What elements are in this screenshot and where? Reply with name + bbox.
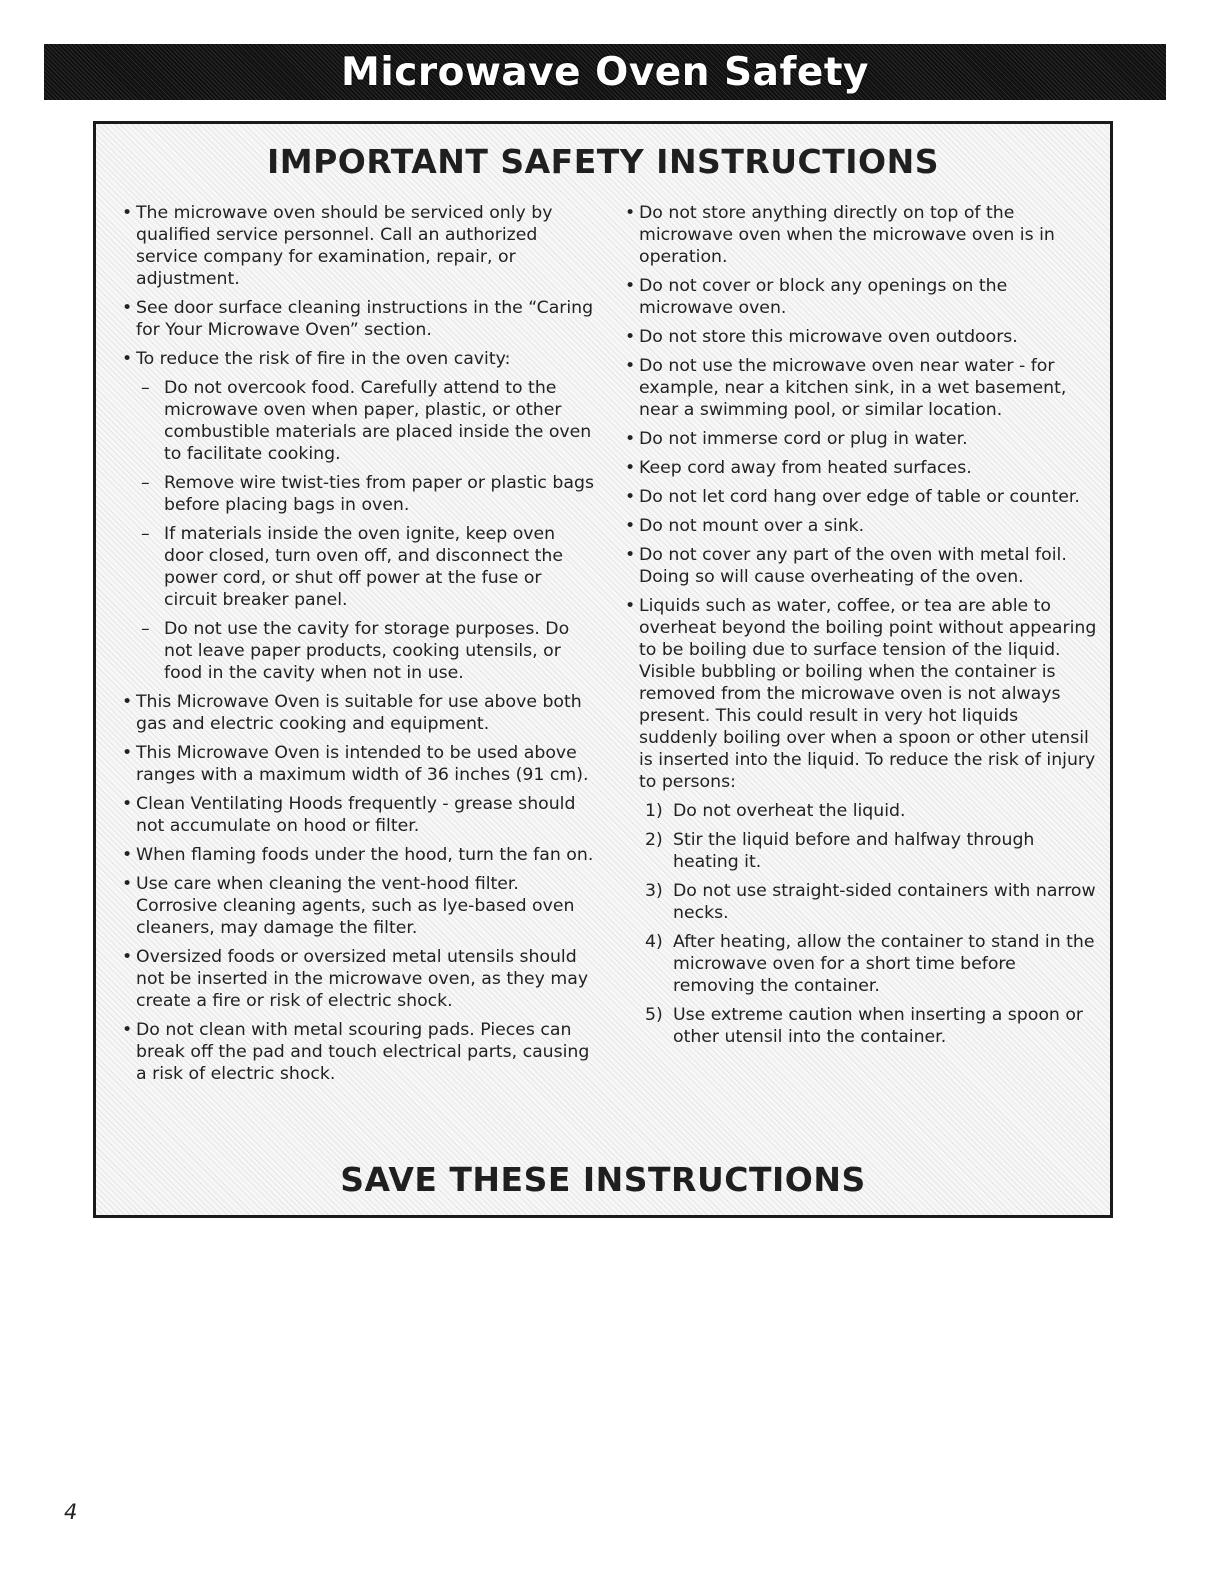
- sub-item-text: Remove wire twist-ties from paper or plastic bags before placing bags in oven.: [164, 473, 594, 515]
- dash-marker: –: [141, 619, 150, 639]
- sub-list-item: [116, 377, 598, 465]
- list-item: • Do not use the microwave oven near water - for example, near a kitchen sink, in a wet basement, near a swimming pool, or similar location.: [619, 355, 1099, 421]
- dash-marker: –: [141, 473, 150, 493]
- numbered-item: [619, 800, 1099, 822]
- list-item: • Do not cover or block any openings on the microwave oven.: [619, 275, 1099, 319]
- numbered-item: [619, 1004, 1099, 1048]
- numbered-item: [619, 931, 1099, 997]
- list-item: • To reduce the risk of fire in the oven cavity:: [116, 348, 598, 370]
- numbered-item-text: Use extreme caution when inserting a spoon or other utensil into the container.: [673, 1005, 1084, 1047]
- sub-list-item: [116, 523, 598, 611]
- numbered-item-text: Do not use straight-sided containers with narrow necks.: [673, 881, 1096, 923]
- sub-list-item: [116, 618, 598, 684]
- list-item: • Do not cover any part of the oven with metal foil. Doing so will cause overheating of the oven.: [619, 544, 1099, 588]
- numbered-item-text: Stir the liquid before and halfway through heating it.: [673, 830, 1035, 872]
- list-item: • When flaming foods under the hood, turn the fan on.: [116, 844, 598, 866]
- list-item: • Liquids such as water, coffee, or tea are able to overheat beyond the boiling point without appearing to be boiling due to surface tension of the liquid. Visible bubbling or boiling when the container is removed from the microwave oven is not always present. This could result in very hot liquids suddenly boiling over when a spoon or other utensil is inserted into the liquid. To reduce the risk of injury to persons:: [619, 595, 1099, 793]
- list-item: • Do not let cord hang over edge of table or counter.: [619, 486, 1099, 508]
- list-item: • Do not store this microwave oven outdoors.: [619, 326, 1099, 348]
- list-item: • Use care when cleaning the vent-hood filter. Corrosive cleaning agents, such as lye-based oven cleaners, may damage the filter.: [116, 873, 598, 939]
- list-item: • This Microwave Oven is suitable for use above both gas and electric cooking and equipment.: [116, 691, 598, 735]
- numbered-item: [619, 880, 1099, 924]
- list-item: • Do not immerse cord or plug in water.: [619, 428, 1099, 450]
- right-column: [619, 202, 1099, 1055]
- dash-marker: –: [141, 524, 150, 544]
- number-marker: 1): [645, 801, 663, 821]
- sub-item-text: If materials inside the oven ignite, keep oven door closed, turn oven off, and disconnect the power cord, or shut off power at the fuse or circuit breaker panel.: [164, 524, 564, 610]
- number-marker: 4): [645, 932, 663, 952]
- sub-item-text: Do not overcook food. Carefully attend to the microwave oven when paper, plastic, or other combustible materials are placed inside the oven to facilitate cooking.: [164, 378, 592, 464]
- dash-marker: –: [141, 378, 150, 398]
- list-item: • This Microwave Oven is intended to be used above ranges with a maximum width of 36 inches (91 cm).: [116, 742, 598, 786]
- numbered-item-text: Do not overheat the liquid.: [673, 801, 906, 821]
- save-instructions-footer: SAVE THESE INSTRUCTIONS: [340, 1160, 866, 1199]
- safety-instructions-box: [93, 121, 1113, 1218]
- number-marker: 2): [645, 830, 663, 850]
- numbered-item-text: After heating, allow the container to stand in the microwave oven for a short time before removing the container.: [673, 932, 1095, 996]
- list-item: • See door surface cleaning instructions in the “Caring for Your Microwave Oven” section.: [116, 297, 598, 341]
- list-item: • Clean Ventilating Hoods frequently - grease should not accumulate on hood or filter.: [116, 793, 598, 837]
- list-item: • Keep cord away from heated surfaces.: [619, 457, 1099, 479]
- left-column: [116, 202, 598, 1092]
- safety-heading: IMPORTANT SAFETY INSTRUCTIONS: [266, 142, 939, 181]
- section-banner: [44, 44, 1166, 100]
- list-item: • Do not clean with metal scouring pads. Pieces can break off the pad and touch electrical parts, causing a risk of electric shock.: [116, 1019, 598, 1085]
- banner-title: Microwave Oven Safety: [341, 49, 869, 95]
- number-marker: 3): [645, 881, 663, 901]
- number-marker: 5): [645, 1005, 663, 1025]
- list-item: • Do not store anything directly on top of the microwave oven when the microwave oven is in operation.: [619, 202, 1099, 268]
- sub-list-item: [116, 472, 598, 516]
- list-item: • Do not mount over a sink.: [619, 515, 1099, 537]
- numbered-item: [619, 829, 1099, 873]
- sub-item-text: Do not use the cavity for storage purposes. Do not leave paper products, cooking utensils, or food in the cavity when not in use.: [164, 619, 570, 683]
- list-item: • The microwave oven should be serviced only by qualified service personnel. Call an authorized service company for examination, repair, or adjustment.: [116, 202, 598, 290]
- list-item: • Oversized foods or oversized metal utensils should not be inserted in the microwave oven, as they may create a fire or risk of electric shock.: [116, 946, 598, 1012]
- page-number: 4: [64, 1500, 78, 1524]
